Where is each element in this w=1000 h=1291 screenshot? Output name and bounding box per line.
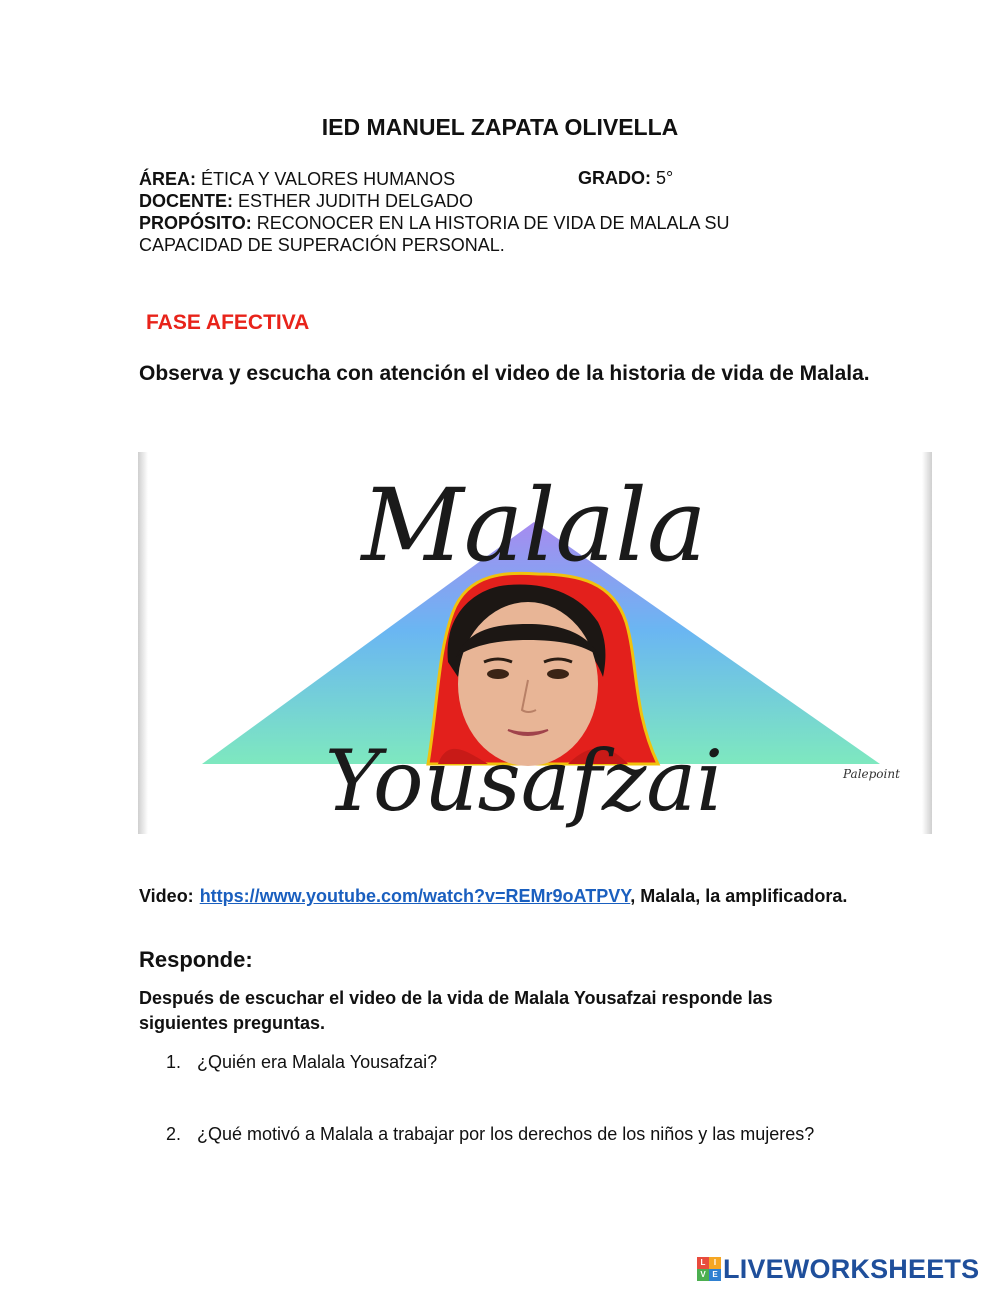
grado-value: 5°	[656, 168, 674, 188]
proposito-label: PROPÓSITO:	[139, 213, 252, 233]
portrait-illustration-icon	[138, 452, 932, 834]
proposito-value: RECONOCER EN LA HISTORIA DE VIDA DE MALALA SU CAPACIDAD DE SUPERACIÓN PERSONAL.	[139, 213, 730, 255]
fase-afectiva-heading: FASE AFECTIVA	[146, 311, 310, 334]
right-eye	[547, 669, 569, 679]
video-label: Video:	[139, 886, 194, 906]
video-link[interactable]: https://www.youtube.com/watch?v=REMr9oATPVY	[199, 886, 631, 906]
area-line	[139, 168, 455, 190]
docente-value: ESTHER JUDITH DELGADO	[238, 191, 474, 211]
docente-label: DOCENTE:	[139, 191, 233, 211]
grado-label: GRADO:	[578, 168, 651, 188]
grado-line	[578, 168, 673, 189]
question-text: ¿Quién era Malala Yousafzai?	[197, 1052, 438, 1072]
page-title: IED MANUEL ZAPATA OLIVELLA	[321, 114, 679, 140]
hero-title-top: Malala	[361, 467, 707, 584]
artist-signature: Palepoint	[843, 767, 900, 781]
liveworksheets-name: LIVEWORKSHEETS	[723, 1253, 980, 1284]
area-value: ÉTICA Y VALORES HUMANOS	[201, 169, 456, 189]
docente-line	[139, 190, 473, 212]
liveworksheets-icon: L I V E	[697, 1257, 721, 1281]
proposito-line	[139, 212, 819, 256]
question-text: ¿Qué motivó a Malala a trabajar por los derechos de los niños y las mujeres?	[197, 1124, 815, 1144]
area-label: ÁREA:	[139, 169, 196, 189]
question-number: 2.	[166, 1124, 182, 1144]
responde-intro: Después de escuchar el video de la vida de Malala Yousafzai responde las siguientes preguntas.	[139, 988, 773, 1033]
malala-illustration	[138, 452, 932, 834]
instruction-text: Observa y escucha con atención el video de la historia de vida de Malala.	[139, 362, 870, 385]
hero-title-bottom: Yousafzai	[324, 732, 724, 830]
video-suffix: , Malala, la amplificadora.	[630, 886, 848, 906]
left-eye	[487, 669, 509, 679]
video-reference	[139, 884, 859, 909]
question-number: 1.	[166, 1052, 182, 1072]
liveworksheets-logo[interactable]	[697, 1254, 979, 1284]
responde-heading: Responde:	[139, 947, 253, 972]
